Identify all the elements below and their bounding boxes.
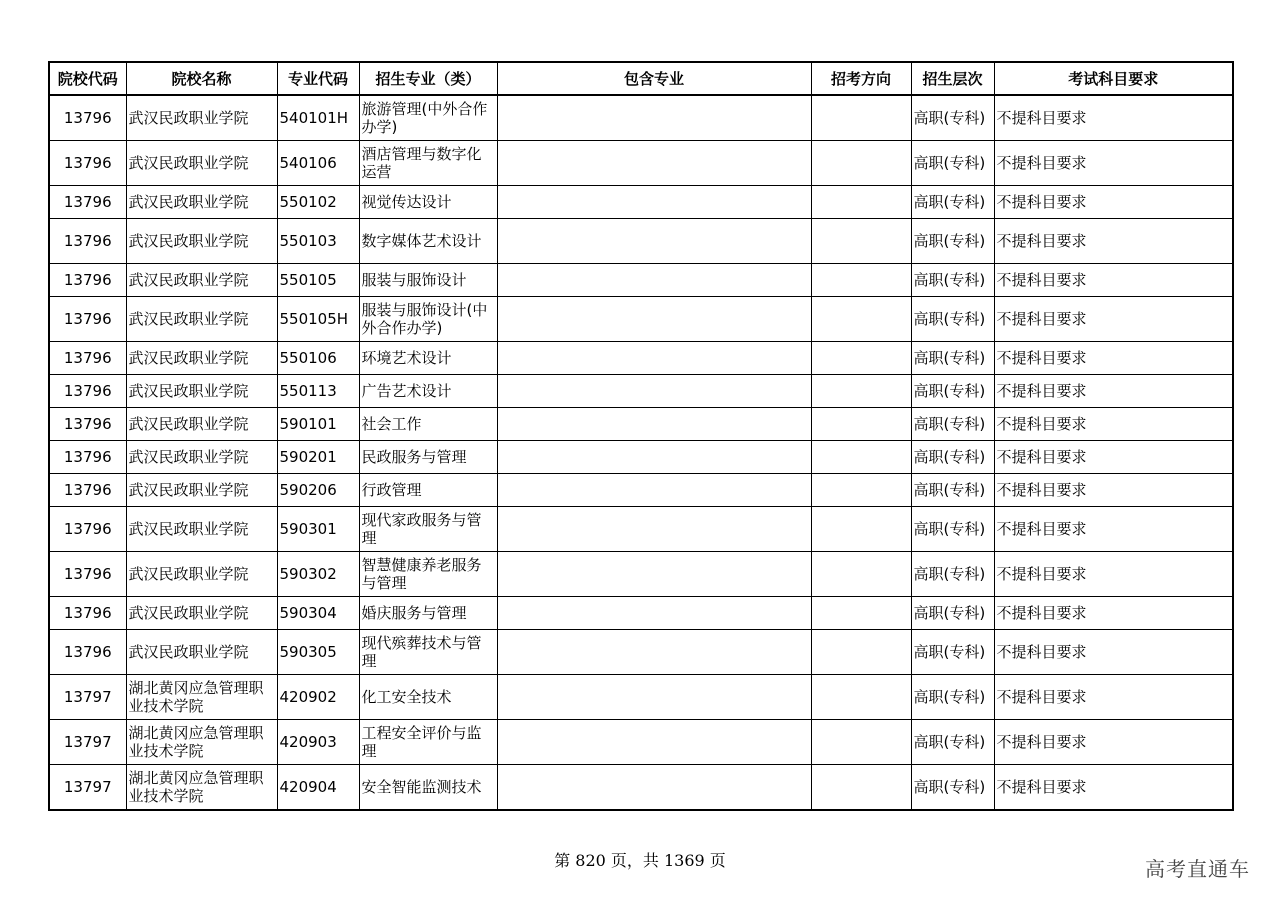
cell-subject-requirement: 不提科目要求 bbox=[994, 219, 1233, 264]
cell-subject-requirement: 不提科目要求 bbox=[994, 297, 1233, 342]
cell-major-code: 420903 bbox=[277, 720, 359, 765]
cell-major-code: 540101H bbox=[277, 95, 359, 141]
cell-subject-requirement: 不提科目要求 bbox=[994, 765, 1233, 811]
table-row bbox=[49, 141, 1233, 186]
cell-direction bbox=[811, 720, 911, 765]
cell-major: 旅游管理(中外合作办学) bbox=[359, 95, 497, 141]
cell-school-name: 武汉民政职业学院 bbox=[126, 630, 277, 675]
cell-major-code: 590301 bbox=[277, 507, 359, 552]
cell-school-code: 13796 bbox=[49, 552, 126, 597]
cell-school-code: 13796 bbox=[49, 342, 126, 375]
cell-level: 高职(专科) bbox=[911, 186, 994, 219]
cell-level: 高职(专科) bbox=[911, 597, 994, 630]
cell-major: 民政服务与管理 bbox=[359, 441, 497, 474]
cell-major: 社会工作 bbox=[359, 408, 497, 441]
cell-school-name: 武汉民政职业学院 bbox=[126, 141, 277, 186]
cell-school-code: 13797 bbox=[49, 765, 126, 811]
cell-included-majors bbox=[497, 219, 811, 264]
cell-major-code: 550102 bbox=[277, 186, 359, 219]
cell-school-name: 武汉民政职业学院 bbox=[126, 297, 277, 342]
table-row bbox=[49, 297, 1233, 342]
cell-included-majors bbox=[497, 297, 811, 342]
header-included-majors: 包含专业 bbox=[497, 62, 811, 95]
cell-major: 视觉传达设计 bbox=[359, 186, 497, 219]
cell-major: 数字媒体艺术设计 bbox=[359, 219, 497, 264]
cell-subject-requirement: 不提科目要求 bbox=[994, 675, 1233, 720]
cell-major: 智慧健康养老服务与管理 bbox=[359, 552, 497, 597]
cell-subject-requirement: 不提科目要求 bbox=[994, 264, 1233, 297]
cell-level: 高职(专科) bbox=[911, 507, 994, 552]
cell-major-code: 590305 bbox=[277, 630, 359, 675]
cell-school-name: 湖北黄冈应急管理职业技术学院 bbox=[126, 720, 277, 765]
cell-major: 服装与服饰设计(中外合作办学) bbox=[359, 297, 497, 342]
cell-direction bbox=[811, 264, 911, 297]
cell-school-name: 武汉民政职业学院 bbox=[126, 597, 277, 630]
table-row bbox=[49, 95, 1233, 141]
cell-subject-requirement: 不提科目要求 bbox=[994, 141, 1233, 186]
table-row bbox=[49, 765, 1233, 811]
cell-major-code: 540106 bbox=[277, 141, 359, 186]
cell-subject-requirement: 不提科目要求 bbox=[994, 720, 1233, 765]
cell-direction bbox=[811, 675, 911, 720]
cell-included-majors bbox=[497, 375, 811, 408]
cell-subject-requirement: 不提科目要求 bbox=[994, 375, 1233, 408]
table-row bbox=[49, 408, 1233, 441]
cell-major-code: 590201 bbox=[277, 441, 359, 474]
cell-school-code: 13796 bbox=[49, 264, 126, 297]
cell-school-code: 13796 bbox=[49, 95, 126, 141]
cell-included-majors bbox=[497, 441, 811, 474]
cell-school-name: 武汉民政职业学院 bbox=[126, 186, 277, 219]
cell-major-code: 590206 bbox=[277, 474, 359, 507]
cell-subject-requirement: 不提科目要求 bbox=[994, 95, 1233, 141]
cell-direction bbox=[811, 597, 911, 630]
header-subject-requirement: 考试科目要求 bbox=[994, 62, 1233, 95]
cell-included-majors bbox=[497, 342, 811, 375]
cell-school-name: 武汉民政职业学院 bbox=[126, 408, 277, 441]
table-row bbox=[49, 219, 1233, 264]
cell-included-majors bbox=[497, 95, 811, 141]
cell-school-code: 13796 bbox=[49, 408, 126, 441]
cell-major-code: 550105H bbox=[277, 297, 359, 342]
cell-school-code: 13796 bbox=[49, 597, 126, 630]
cell-major: 广告艺术设计 bbox=[359, 375, 497, 408]
header-school-name: 院校名称 bbox=[126, 62, 277, 95]
cell-school-name: 湖北黄冈应急管理职业技术学院 bbox=[126, 675, 277, 720]
cell-included-majors bbox=[497, 597, 811, 630]
table-row bbox=[49, 675, 1233, 720]
cell-direction bbox=[811, 297, 911, 342]
cell-subject-requirement: 不提科目要求 bbox=[994, 507, 1233, 552]
cell-included-majors bbox=[497, 507, 811, 552]
cell-included-majors bbox=[497, 552, 811, 597]
cell-school-code: 13797 bbox=[49, 720, 126, 765]
table-body bbox=[49, 95, 1233, 810]
cell-direction bbox=[811, 186, 911, 219]
cell-level: 高职(专科) bbox=[911, 375, 994, 408]
cell-school-code: 13796 bbox=[49, 375, 126, 408]
cell-level: 高职(专科) bbox=[911, 765, 994, 811]
table-row bbox=[49, 507, 1233, 552]
cell-included-majors bbox=[497, 141, 811, 186]
cell-major: 酒店管理与数字化运营 bbox=[359, 141, 497, 186]
cell-school-name: 武汉民政职业学院 bbox=[126, 441, 277, 474]
cell-level: 高职(专科) bbox=[911, 630, 994, 675]
cell-school-code: 13796 bbox=[49, 507, 126, 552]
cell-level: 高职(专科) bbox=[911, 408, 994, 441]
table-row bbox=[49, 630, 1233, 675]
cell-level: 高职(专科) bbox=[911, 474, 994, 507]
cell-major: 现代家政服务与管理 bbox=[359, 507, 497, 552]
cell-included-majors bbox=[497, 630, 811, 675]
table-row bbox=[49, 264, 1233, 297]
cell-major: 化工安全技术 bbox=[359, 675, 497, 720]
cell-school-code: 13796 bbox=[49, 630, 126, 675]
cell-school-name: 武汉民政职业学院 bbox=[126, 95, 277, 141]
cell-level: 高职(专科) bbox=[911, 219, 994, 264]
cell-included-majors bbox=[497, 765, 811, 811]
admission-table bbox=[48, 61, 1234, 811]
table-row bbox=[49, 552, 1233, 597]
cell-major-code: 420904 bbox=[277, 765, 359, 811]
table-row bbox=[49, 342, 1233, 375]
cell-subject-requirement: 不提科目要求 bbox=[994, 597, 1233, 630]
cell-school-code: 13796 bbox=[49, 141, 126, 186]
cell-direction bbox=[811, 141, 911, 186]
cell-level: 高职(专科) bbox=[911, 264, 994, 297]
cell-major: 安全智能监测技术 bbox=[359, 765, 497, 811]
cell-major-code: 590101 bbox=[277, 408, 359, 441]
cell-school-name: 武汉民政职业学院 bbox=[126, 264, 277, 297]
cell-subject-requirement: 不提科目要求 bbox=[994, 408, 1233, 441]
header-major: 招生专业（类） bbox=[359, 62, 497, 95]
cell-direction bbox=[811, 408, 911, 441]
cell-direction bbox=[811, 95, 911, 141]
cell-direction bbox=[811, 630, 911, 675]
cell-subject-requirement: 不提科目要求 bbox=[994, 552, 1233, 597]
cell-major-code: 550113 bbox=[277, 375, 359, 408]
cell-direction bbox=[811, 342, 911, 375]
cell-direction bbox=[811, 375, 911, 408]
cell-level: 高职(专科) bbox=[911, 675, 994, 720]
cell-subject-requirement: 不提科目要求 bbox=[994, 186, 1233, 219]
cell-major: 婚庆服务与管理 bbox=[359, 597, 497, 630]
header-direction: 招考方向 bbox=[811, 62, 911, 95]
cell-major: 环境艺术设计 bbox=[359, 342, 497, 375]
cell-level: 高职(专科) bbox=[911, 342, 994, 375]
cell-included-majors bbox=[497, 408, 811, 441]
cell-school-code: 13796 bbox=[49, 474, 126, 507]
cell-school-name: 武汉民政职业学院 bbox=[126, 342, 277, 375]
cell-school-name: 武汉民政职业学院 bbox=[126, 375, 277, 408]
cell-included-majors bbox=[497, 186, 811, 219]
header-school-code: 院校代码 bbox=[49, 62, 126, 95]
cell-level: 高职(专科) bbox=[911, 297, 994, 342]
cell-level: 高职(专科) bbox=[911, 720, 994, 765]
cell-major-code: 590302 bbox=[277, 552, 359, 597]
header-level: 招生层次 bbox=[911, 62, 994, 95]
table-row bbox=[49, 720, 1233, 765]
cell-major-code: 550106 bbox=[277, 342, 359, 375]
cell-school-name: 武汉民政职业学院 bbox=[126, 507, 277, 552]
table-row bbox=[49, 441, 1233, 474]
cell-level: 高职(专科) bbox=[911, 441, 994, 474]
cell-major: 现代殡葬技术与管理 bbox=[359, 630, 497, 675]
cell-major-code: 550103 bbox=[277, 219, 359, 264]
cell-subject-requirement: 不提科目要求 bbox=[994, 474, 1233, 507]
cell-school-code: 13797 bbox=[49, 675, 126, 720]
cell-direction bbox=[811, 441, 911, 474]
cell-subject-requirement: 不提科目要求 bbox=[994, 441, 1233, 474]
page-number: 第 820 页，共 1369 页 bbox=[554, 851, 726, 870]
cell-major-code: 590304 bbox=[277, 597, 359, 630]
cell-major: 行政管理 bbox=[359, 474, 497, 507]
cell-major-code: 550105 bbox=[277, 264, 359, 297]
cell-school-name: 武汉民政职业学院 bbox=[126, 219, 277, 264]
table-row bbox=[49, 186, 1233, 219]
table-row bbox=[49, 597, 1233, 630]
cell-school-code: 13796 bbox=[49, 219, 126, 264]
header-major-code: 专业代码 bbox=[277, 62, 359, 95]
cell-major: 服装与服饰设计 bbox=[359, 264, 497, 297]
cell-school-code: 13796 bbox=[49, 297, 126, 342]
cell-included-majors bbox=[497, 720, 811, 765]
cell-school-code: 13796 bbox=[49, 186, 126, 219]
table-row bbox=[49, 375, 1233, 408]
header-row bbox=[49, 62, 1233, 95]
cell-level: 高职(专科) bbox=[911, 141, 994, 186]
cell-major: 工程安全评价与监理 bbox=[359, 720, 497, 765]
cell-direction bbox=[811, 552, 911, 597]
cell-school-name: 武汉民政职业学院 bbox=[126, 552, 277, 597]
cell-school-name: 武汉民政职业学院 bbox=[126, 474, 277, 507]
cell-school-code: 13796 bbox=[49, 441, 126, 474]
cell-direction bbox=[811, 765, 911, 811]
cell-included-majors bbox=[497, 264, 811, 297]
cell-direction bbox=[811, 507, 911, 552]
cell-direction bbox=[811, 219, 911, 264]
cell-subject-requirement: 不提科目要求 bbox=[994, 342, 1233, 375]
cell-level: 高职(专科) bbox=[911, 552, 994, 597]
table-row bbox=[49, 474, 1233, 507]
cell-school-name: 湖北黄冈应急管理职业技术学院 bbox=[126, 765, 277, 811]
cell-level: 高职(专科) bbox=[911, 95, 994, 141]
cell-included-majors bbox=[497, 675, 811, 720]
cell-subject-requirement: 不提科目要求 bbox=[994, 630, 1233, 675]
watermark-logo: 高考直通车 bbox=[1145, 857, 1250, 881]
cell-included-majors bbox=[497, 474, 811, 507]
cell-direction bbox=[811, 474, 911, 507]
cell-major-code: 420902 bbox=[277, 675, 359, 720]
